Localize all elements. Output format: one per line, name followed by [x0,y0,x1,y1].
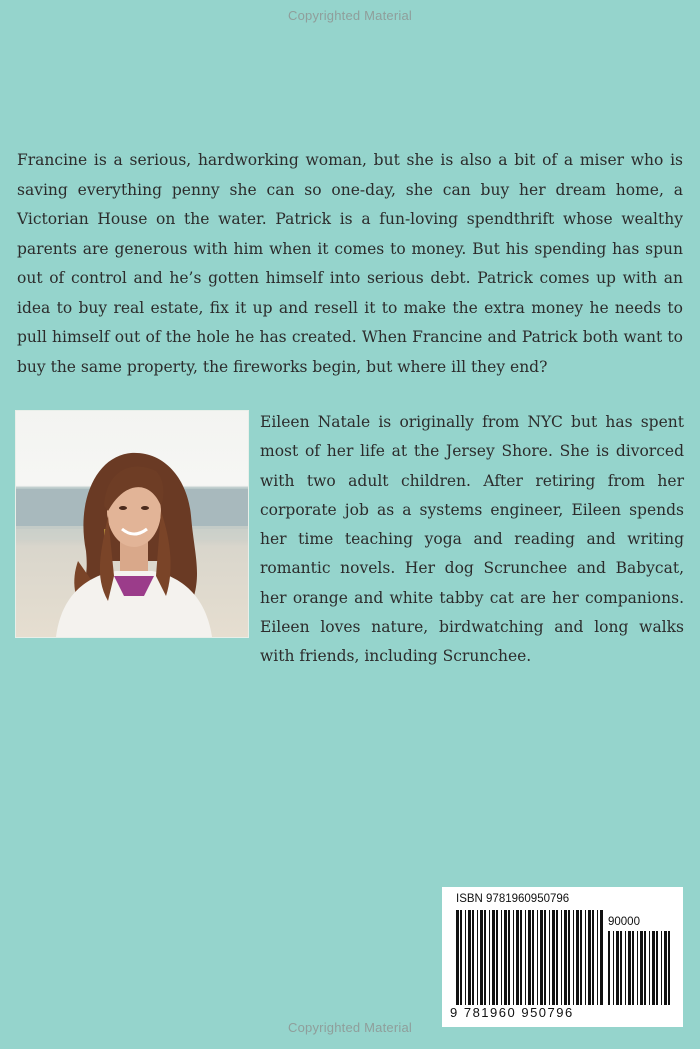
barcode-bar [508,910,510,1005]
barcode-bar [616,931,619,1005]
barcode-bar [456,910,459,1005]
barcode-bar [661,931,662,1005]
barcode-digits: 9 781960 950796 [450,1005,574,1020]
barcode-bar [460,910,462,1005]
barcode-bar [465,910,466,1005]
barcode-bar [501,910,502,1005]
barcode-bar [525,910,526,1005]
barcode-bar [600,910,603,1005]
barcode-bar [592,910,594,1005]
barcode-bar [564,910,567,1005]
barcode-bar [597,910,598,1005]
barcode-bar [544,910,546,1005]
copyright-watermark-bottom: Copyrighted Material [288,1020,412,1035]
barcode-bar [632,931,634,1005]
barcode-bar [556,910,558,1005]
barcode-bar [480,910,483,1005]
barcode-bar [540,910,543,1005]
barcode-bar [620,931,622,1005]
barcode-bar [664,931,667,1005]
barcode-bar [552,910,555,1005]
barcode-bar [477,910,478,1005]
barcode-bar [628,931,631,1005]
barcode-bar [492,910,495,1005]
author-photo [15,410,249,638]
isbn-label: ISBN 9781960950796 [456,893,570,905]
barcode-bar [613,931,614,1005]
barcode-bar [568,910,570,1005]
barcode-bar [580,910,582,1005]
barcode-bar [516,910,519,1005]
barcode-bar [472,910,474,1005]
barcode-bar [573,910,574,1005]
barcode-bar [532,910,534,1005]
barcode-bar [504,910,507,1005]
barcode-bar [468,910,471,1005]
ean-bars [456,910,604,1005]
barcode-bar [640,931,643,1005]
barcode-bar [576,910,579,1005]
author-bio: Eileen Natale is originally from NYC but has spent most of her life at the Jersey Shore. She is divorced with two adult children. After retiring from her corporate job as a systems engineer, Eileen spends her time teaching yoga and reading and writing romantic novels. Her dog Scrunchee and Babycat, her orange and white tabby cat are her companions. Eileen loves nature, birdwatching and long walks with friends, including Scrunchee. [260,413,684,666]
barcode-bar [625,931,626,1005]
barcode-bar [585,910,586,1005]
barcode-bar [496,910,498,1005]
barcode-bar [520,910,522,1005]
barcode-bar [484,910,486,1005]
barcode-bar [549,910,550,1005]
barcode-bar [489,910,490,1005]
barcode-bar [608,931,610,1005]
barcode-bar [561,910,562,1005]
barcode-bar [668,931,670,1005]
addon-bars [608,931,674,1005]
book-blurb: Francine is a serious, hardworking woman, but she is also a bit of a miser who is saving everything penny she can so one-day, she can buy her dream home, a Victorian House on the water. Patrick is a fun-loving spendthrift whose wealthy parents are generous with him when it comes to money. But his spending has spun out of control and he’s gotten himself into serious debt. Patrick comes up with an idea to buy real estate, fix it up and resell it to make the extra money he needs to pull himself out of the hole he has created. When Francine and Patrick both want to buy the same property, the fireworks begin, but where ill they end? [17,151,683,376]
isbn-barcode [442,887,683,1027]
barcode-bar [588,910,591,1005]
barcode-bar [656,931,658,1005]
barcode-bar [649,931,650,1005]
price-addon-label: 90000 [608,916,640,928]
barcode-bar [652,931,655,1005]
barcode-bar [513,910,514,1005]
barcode-bar [537,910,538,1005]
barcode-bar [644,931,646,1005]
barcode-bar [528,910,531,1005]
barcode-bar [637,931,638,1005]
copyright-watermark-top: Copyrighted Material [288,8,412,23]
